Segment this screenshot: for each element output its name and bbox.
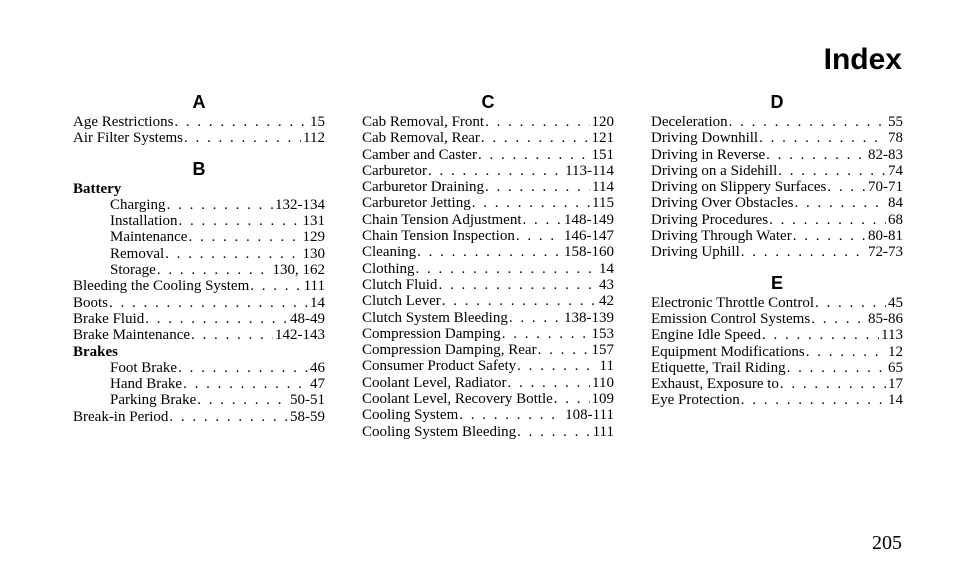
entry-page: 108-111 [565,407,614,424]
index-entry [651,212,903,228]
index-entry [651,179,903,195]
entry-page: 17 [888,376,903,393]
index-subentry [73,213,325,229]
entry-text: Driving in Reverse [651,146,766,163]
index-subentry [73,392,325,408]
entry-text: Cooling System Bleeding [362,423,517,440]
index-entry [362,114,614,130]
dot-leader [523,212,562,228]
entry-page: 121 [591,130,614,147]
dot-leader [188,229,300,245]
entry-text: Clutch Fluid [362,276,438,293]
index-entry [651,295,903,311]
entry-text: Boots [73,294,109,311]
entry-page: 111 [303,278,325,295]
entry-page: 42 [599,293,614,310]
entry-text: Driving Through Water [651,228,792,245]
dot-leader [769,212,886,228]
dot-leader [508,375,591,391]
dot-leader [417,244,562,260]
index-column-2 [362,90,614,440]
dot-leader [428,163,563,179]
entry-page: 82-83 [868,146,903,163]
entry-text: Consumer Product Safety [362,358,517,375]
entry-page: 85-86 [868,310,903,327]
section-letter: E [770,272,783,293]
index-heading: Battery [73,180,122,197]
index-column-3 [651,90,903,409]
index-entry [651,244,903,260]
entry-page: 142-143 [275,327,325,344]
index-subentry [73,246,325,262]
index-entry [73,311,325,327]
dot-leader [174,114,308,130]
index-entry [362,163,614,179]
entry-page: 110 [592,374,614,391]
entry-text: Clutch System Bleeding [362,309,508,326]
entry-page: 130 [302,245,325,262]
entry-page: 109 [591,391,614,408]
entry-page: 113 [881,327,903,344]
index-entry [362,310,614,326]
entry-text: Coolant Level, Radiator [362,374,507,391]
dot-leader [191,327,273,343]
dot-leader [793,228,866,244]
entry-text: Camber and Caster [362,146,477,163]
index-entry [362,342,614,358]
entry-page: 65 [888,359,903,376]
index-subentry [73,376,325,392]
index-entry [362,391,614,407]
entry-text: Chain Tension Inspection [362,228,515,245]
entry-page: 46 [310,359,325,376]
entry-text: Hand Brake [110,376,183,393]
dot-leader [741,392,886,408]
entry-text: Compression Damping [362,325,501,342]
dot-leader [169,409,288,425]
section-gap [73,147,325,157]
index-entry [651,392,903,408]
entry-page: 153 [591,325,614,342]
entry-text: Brake Maintenance [73,327,191,344]
entry-text: Driving Over Obstacles [651,195,794,212]
entry-text: Cleaning [362,244,417,261]
entry-page: 72-73 [868,244,903,261]
entry-page: 47 [310,376,325,393]
index-entry [362,293,614,309]
entry-text: Age Restrictions [73,114,174,130]
dot-leader [157,262,271,278]
dot-leader [178,360,308,376]
entry-page: 12 [888,343,903,360]
dot-leader [197,392,288,408]
entry-text: Clothing [362,260,415,277]
index-entry [651,147,903,163]
index-entry [651,195,903,211]
index-entry [651,344,903,360]
section-letter: A [192,92,206,112]
entry-page: 68 [888,211,903,228]
entry-text: Equipment Modifications [651,343,805,360]
entry-page: 114 [592,179,614,196]
dot-leader [472,195,590,211]
entry-text: Cab Removal, Rear [362,130,480,147]
entry-page: 132-134 [275,196,325,213]
entry-text: Carburetor Jetting [362,195,471,212]
dot-leader [184,130,301,146]
dot-leader [517,358,597,374]
index-entry [362,244,614,260]
entry-page: 14 [599,260,614,277]
dot-leader [109,295,308,311]
entry-text: Compression Damping, Rear [362,342,537,359]
entry-page: 115 [592,195,614,212]
entry-page: 11 [599,358,614,375]
index-entry [362,424,614,440]
dot-leader [815,295,886,311]
index-entry [362,195,614,211]
dot-leader [516,228,562,244]
entry-text: Driving on a Sidehill [651,162,778,179]
entry-text: Break-in Period [73,408,169,425]
dot-leader [167,197,273,213]
dot-leader [485,179,590,195]
dot-leader [778,163,886,179]
dot-leader [416,261,597,277]
dot-leader [183,376,308,392]
entry-text: Chain Tension Adjustment [362,211,522,228]
entry-page: 131 [302,213,325,230]
entry-text: Storage [110,262,156,279]
entry-text: Brake Fluid [73,310,145,327]
dot-leader [459,407,563,423]
entry-page: 45 [888,294,903,311]
index-entry [362,326,614,342]
index-entry [651,311,903,327]
dot-leader [806,344,886,360]
page-number: 205 [872,532,902,554]
index-subentry [73,197,325,213]
dot-leader [554,391,590,407]
entry-text: Deceleration [651,114,728,130]
entry-page: 120 [591,114,614,130]
index-entry [362,179,614,195]
entry-text: Driving Downhill [651,130,759,147]
entry-page: 48-49 [290,310,325,327]
entry-page: 14 [310,294,325,311]
entry-text: Cooling System [362,407,459,424]
entry-text: Driving Uphill [651,244,740,261]
section-gap [651,261,903,271]
index-entry [651,228,903,244]
dot-leader [787,360,886,376]
entry-text: Installation [110,213,178,230]
entry-page: 151 [591,146,614,163]
entry-page: 157 [591,342,614,359]
dot-leader [517,424,590,440]
entry-page: 138-139 [564,309,614,326]
index-entry [651,360,903,376]
index-entry [73,278,325,294]
entry-text: Electronic Throttle Control [651,294,815,311]
entry-text: Driving Procedures [651,211,769,228]
dot-leader [442,293,597,309]
entry-text: Charging [110,196,166,213]
dot-leader [179,213,301,229]
entry-page: 112 [303,130,325,147]
entry-text: Driving on Slippery Surfaces [651,179,827,196]
index-entry [651,130,903,146]
entry-page: 55 [888,114,903,130]
entry-text: Carburetor Draining [362,179,485,196]
entry-text: Coolant Level, Recovery Bottle [362,391,553,408]
index-entry [651,163,903,179]
dot-leader [485,114,589,130]
index-entry [651,114,903,130]
dot-leader [762,327,879,343]
index-entry [362,130,614,146]
dot-leader [478,147,590,163]
entry-page: 146-147 [564,228,614,245]
dot-leader [759,130,886,146]
index-entry [362,407,614,423]
dot-leader [165,246,300,262]
entry-text: Air Filter Systems [73,130,184,147]
entry-text: Clutch Lever [362,293,441,310]
entry-text: Carburetor [362,162,427,179]
entry-text: Cab Removal, Front [362,114,485,130]
dot-leader [438,277,597,293]
entry-page: 43 [599,276,614,293]
index-subentry [73,262,325,278]
page-title: Index [823,43,902,76]
entry-page: 80-81 [868,228,903,245]
entry-page: 74 [888,162,903,179]
index-entry [362,147,614,163]
index-entry [362,358,614,374]
entry-text: Removal [110,245,165,262]
entry-text: Emission Control Systems [651,310,811,327]
index-subentry [73,229,325,245]
entry-page: 15 [310,114,325,130]
index-entry [73,327,325,343]
dot-leader [766,147,866,163]
dot-leader [509,310,562,326]
entry-text: Etiquette, Trail Riding [651,359,786,376]
section-letter: D [770,92,784,112]
entry-text: Bleeding the Cooling System [73,278,250,295]
index-entry [362,212,614,228]
entry-page: 50-51 [290,392,325,409]
entry-page: 130, 162 [272,262,325,279]
dot-leader [811,311,866,327]
entry-page: 158-160 [564,244,614,261]
entry-page: 58-59 [290,408,325,425]
index-entry [651,327,903,343]
entry-page: 78 [888,130,903,147]
entry-page: 84 [888,195,903,212]
entry-page: 129 [302,229,325,246]
dot-leader [538,342,590,358]
dot-leader [145,311,288,327]
dot-leader [741,244,866,260]
entry-text: Parking Brake [110,392,197,409]
index-entry [362,261,614,277]
index-entry [73,409,325,425]
index-subentry [73,360,325,376]
entry-text: Maintenance [110,229,188,246]
dot-leader [481,130,590,146]
section-letter: C [481,92,495,112]
index-entry [73,295,325,311]
entry-text: Eye Protection [651,392,740,409]
index-entry [651,376,903,392]
index-column-1 [73,90,325,425]
dot-leader [780,376,886,392]
index-heading: Brakes [73,343,118,360]
dot-leader [794,195,886,211]
index-entry [73,130,325,146]
index-entry [73,114,325,130]
entry-page: 111 [592,423,614,440]
entry-page: 14 [888,392,903,409]
section-letter: B [192,158,206,179]
entry-text: Engine Idle Speed [651,327,761,344]
dot-leader [827,179,866,195]
entry-page: 148-149 [564,211,614,228]
dot-leader [502,326,590,342]
index-entry [362,277,614,293]
entry-page: 70-71 [868,179,903,196]
entry-text: Foot Brake [110,359,178,376]
dot-leader [729,114,886,130]
entry-page: 113-114 [565,162,614,179]
dot-leader [250,278,301,294]
entry-text: Exhaust, Exposure to [651,376,779,393]
index-entry [362,375,614,391]
index-entry [362,228,614,244]
